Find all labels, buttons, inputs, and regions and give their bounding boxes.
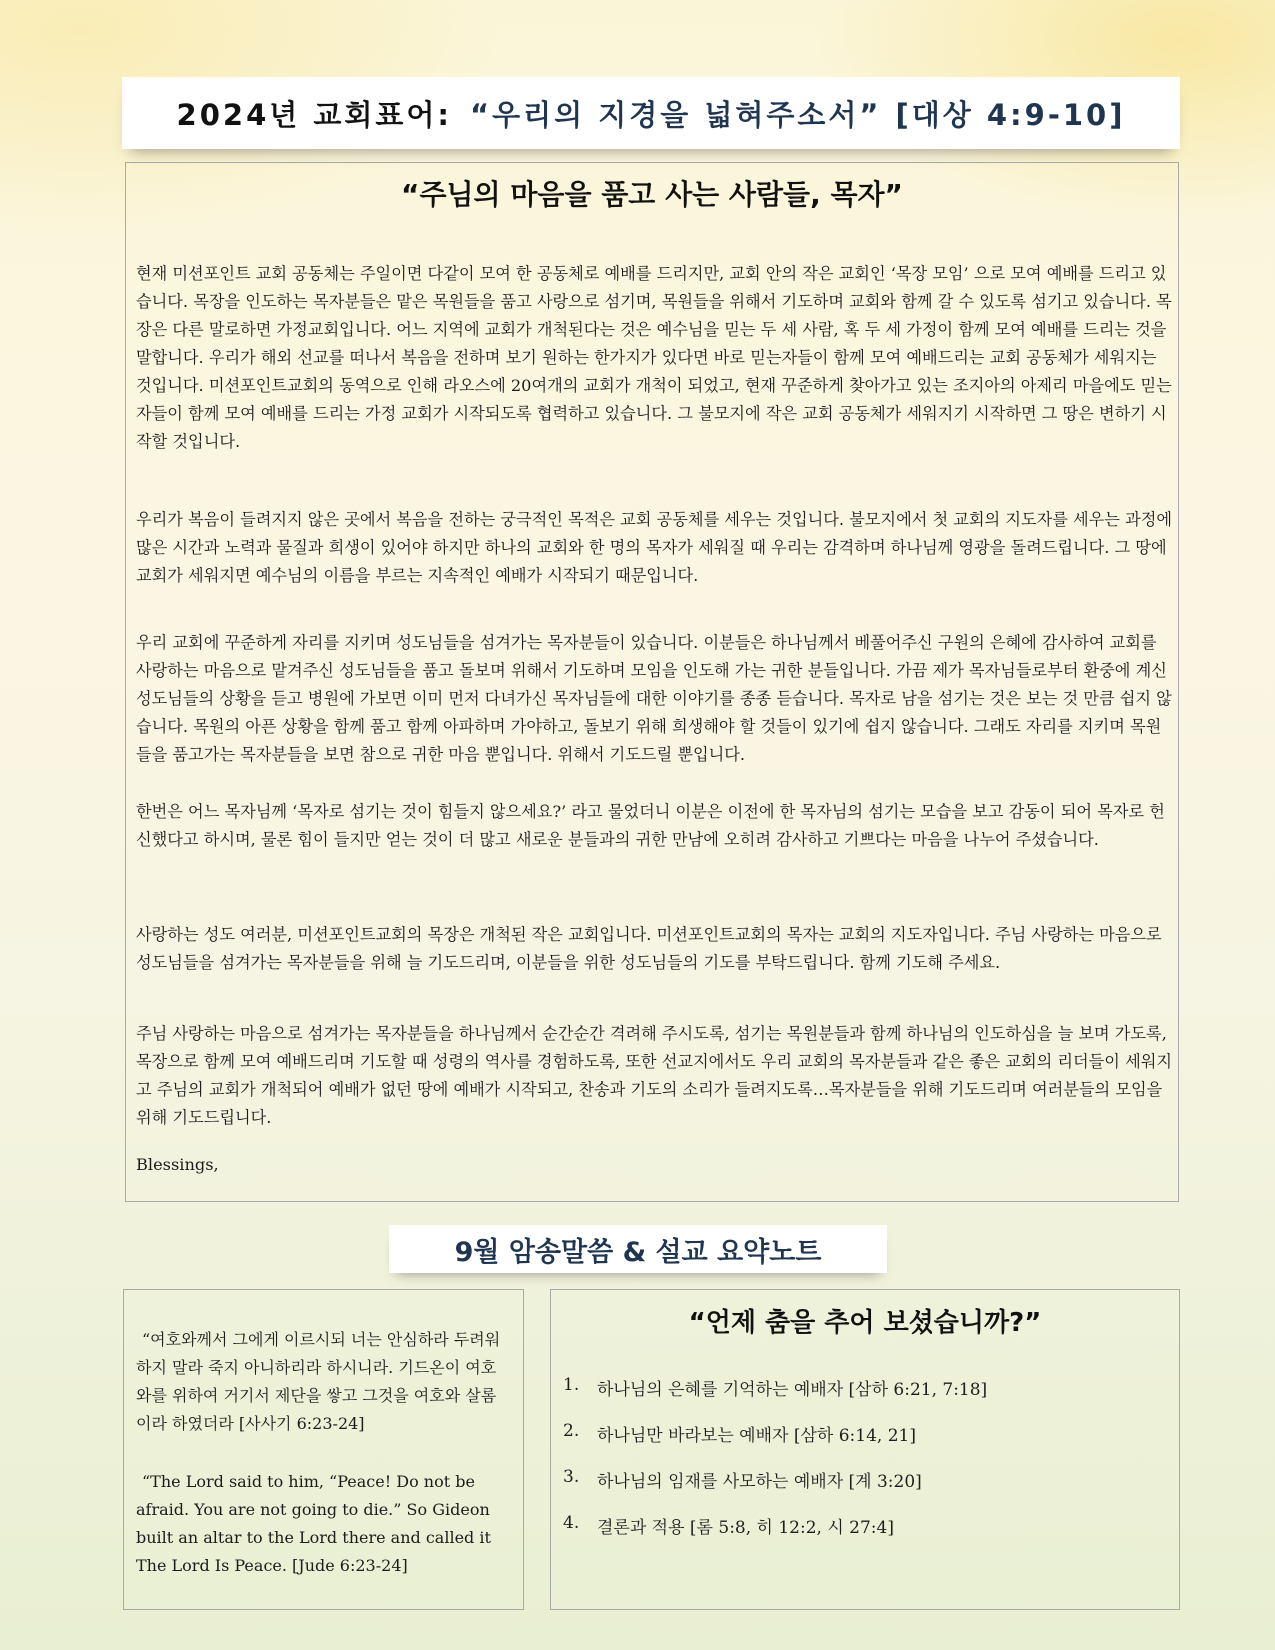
item-text: 결론과 적용 [롬 5:8, 히 12:2, 시 27:4] — [597, 1518, 894, 1538]
letter-paragraph-5: 사랑하는 성도 여러분, 미션포인트교회의 목장은 개척된 작은 교회입니다. 미션포인트교회의 목자는 교회의 지도자입니다. 주님 사랑하는 마음으로 성도님들을 섬겨가는 목자분들을 위해 늘 기도드리며, 이분들을 위한 성도님들의 기도를 부탁드립니다. 함께 기도해 주세요. — [136, 925, 1162, 972]
pastor-letter — [125, 162, 1179, 1202]
item-number: 4. — [563, 1513, 580, 1533]
sermon-outline — [563, 1375, 987, 1559]
letter-paragraph-6: 주님 사랑하는 마음으로 섬겨가는 목자분들을 하나님께서 순간순간 격려해 주시도록, 섬기는 목원분들과 함께 하나님의 인도하심을 늘 보며 가도록, 목장으로 함께 모여 예배드리며 기도할 때 성령의 역사를 경험하도록, 또한 선교지에서도 우리 교회의 목자분들과 같은 좋은 교회의 리더들이 세워지고 주님의 교회가 개척되어 예배가 없던 땅에 예배가 시작되고, 찬송과 기도의 소리가 들려지도록…목자분들을 위해 기도드리며 여러분들의 모임을 위해 기도드립니다. — [136, 1024, 1172, 1127]
item-text: 하나님만 바라보는 예배자 [삼하 6:14, 21] — [597, 1426, 916, 1446]
letter-paragraph-1: 현재 미션포인트 교회 공동체는 주일이면 다같이 모여 한 공동체로 예배를 드리지만, 교회 안의 작은 교회인 ‘목장 모임’ 으로 모여 예배를 드리고 있습니다. 목장을 인도하는 목자분들은 맡은 목원들을 품고 사랑으로 섬기며, 목원들을 위해서 기도하며 교회와 함께 갈 수 있도록 섬기고 있습니다. 목장은 다른 말로하면 가정교회입니다. 어느 지역에 교회가 개척된다는 것은 예수님을 믿는 두 세 사람, 혹 두 세 가정이 함께 모여 예배를 드리는 것을 말합니다. 우리가 해외 선교를 떠나서 복음을 전하며 보기 원하는 한가지가 있다면 바로 믿는자들이 함께 모여 예배드리는 교회 공동체가 세워지는 것입니다. 미션포인트교회의 동역으로 인해 라오스에 20여개의 교회가 개척이 되었고, 현재 꾸준하게 찾아가고 있는 조지아의 아제리 마을에도 믿는자들이 함께 모여 예배를 드리는 가정 교회가 시작되도록 협력하고 있습니다. 그 불모지에 작은 교회 공동체가 세워지기 시작하면 그 땅은 변하기 시작할 것입니다. — [136, 264, 1172, 451]
item-text: 하나님의 은혜를 기억하는 예배자 [삼하 6:21, 7:18] — [597, 1380, 988, 1400]
motto-lead: 2024년 교회표어: — [176, 97, 453, 132]
item-number: 2. — [563, 1421, 580, 1441]
item-number: 3. — [563, 1467, 580, 1487]
letter-paragraph-4: 한번은 어느 목자님께 ‘목자로 섬기는 것이 힘들지 않으세요?’ 라고 물었더니 이분은 이전에 한 목자님의 섬기는 모습을 보고 감동이 되어 목자로 헌신했다고 하시며, 물론 힘이 들지만 얻는 것이 더 많고 새로운 분들과의 귀한 만남에 오히려 감사하고 기쁘다는 마음을 나누어 주셨습니다. — [136, 802, 1165, 849]
memory-verse-korean: “여호와께서 그에게 이르시되 너는 안심하라 두려워하지 말라 죽지 아니하리라 하시니라. 기드온이 여호와를 위하여 거기서 제단을 쌓고 그것을 여호와 살롬이라 하였더라 [사사기 6:23-24] — [136, 1330, 501, 1433]
sermon-outline-item — [563, 1375, 987, 1421]
sermon-outline-item — [563, 1421, 987, 1467]
sermon-outline-item — [563, 1467, 987, 1513]
sermon-outline-item — [563, 1513, 987, 1559]
motto-text: “우리의 지경을 넓혀주소서” — [470, 97, 882, 132]
motto-reference: [대상 4:9-10] — [895, 97, 1126, 132]
sermon-title: “언제 춤을 추어 보셨습니까?” — [688, 1308, 1042, 1338]
letter-title: “주님의 마음을 품고 사는 사람들, 목자” — [401, 178, 903, 211]
item-text: 하나님의 임재를 사모하는 예배자 [계 3:20] — [597, 1472, 922, 1492]
item-number: 1. — [563, 1375, 580, 1395]
memory-verse-box — [123, 1289, 524, 1610]
letter-signoff: Blessings, — [136, 1155, 219, 1174]
sermon-notes-box — [550, 1289, 1180, 1610]
letter-paragraph-3: 우리 교회에 꾸준하게 자리를 지키며 성도님들을 섬겨가는 목자분들이 있습니다. 이분들은 하나님께서 베풀어주신 구원의 은혜에 감사하여 교회를 사랑하는 마음으로 맡겨주신 성도님들을 품고 돌보며 위해서 기도하며 모임을 인도해 가는 귀한 분들입니다. 가끔 제가 목자님들로부터 환중에 계신 성도님들의 상황을 듣고 병원에 가보면 이미 먼저 다녀가신 목자님들에 대한 이야기를 종종 듣습니다. 목자로 남을 섬기는 것은 보는 것 만큼 쉽지 않습니다. 목원의 아픈 상황을 함께 품고 함께 아파하며 가야하고, 돌보기 위해 희생해야 할 것들이 있기에 쉽지 않습니다. 그래도 자리를 지키며 목원들을 품고가는 목자분들을 보면 참으로 귀한 마음 뿐입니다. 위해서 기도드릴 뿐입니다. — [136, 633, 1172, 764]
section-banner: 9월 암송말씀 & 설교 요약노트 — [389, 1225, 887, 1273]
memory-verse-english: “The Lord said to him, “Peace! Do not be afraid. You are not going to die.” So Gideon built an altar to the Lord there and called it The Lord Is Peace. [Jude 6:23-24] — [136, 1472, 491, 1575]
motto-banner — [122, 77, 1180, 149]
letter-paragraph-2: 우리가 복음이 들려지지 않은 곳에서 복음을 전하는 궁극적인 목적은 교회 공동체를 세우는 것입니다. 불모지에서 첫 교회의 지도자를 세우는 과정에 많은 시간과 노력과 물질과 희생이 있어야 하지만 하나의 교회와 한 명의 목자가 세워질 때 우리는 감격하며 하나님께 영광을 돌려드립니다. 그 땅에 교회가 세워지면 예수님의 이름을 부르는 지속적인 예배가 시작되기 때문입니다. — [136, 510, 1172, 585]
